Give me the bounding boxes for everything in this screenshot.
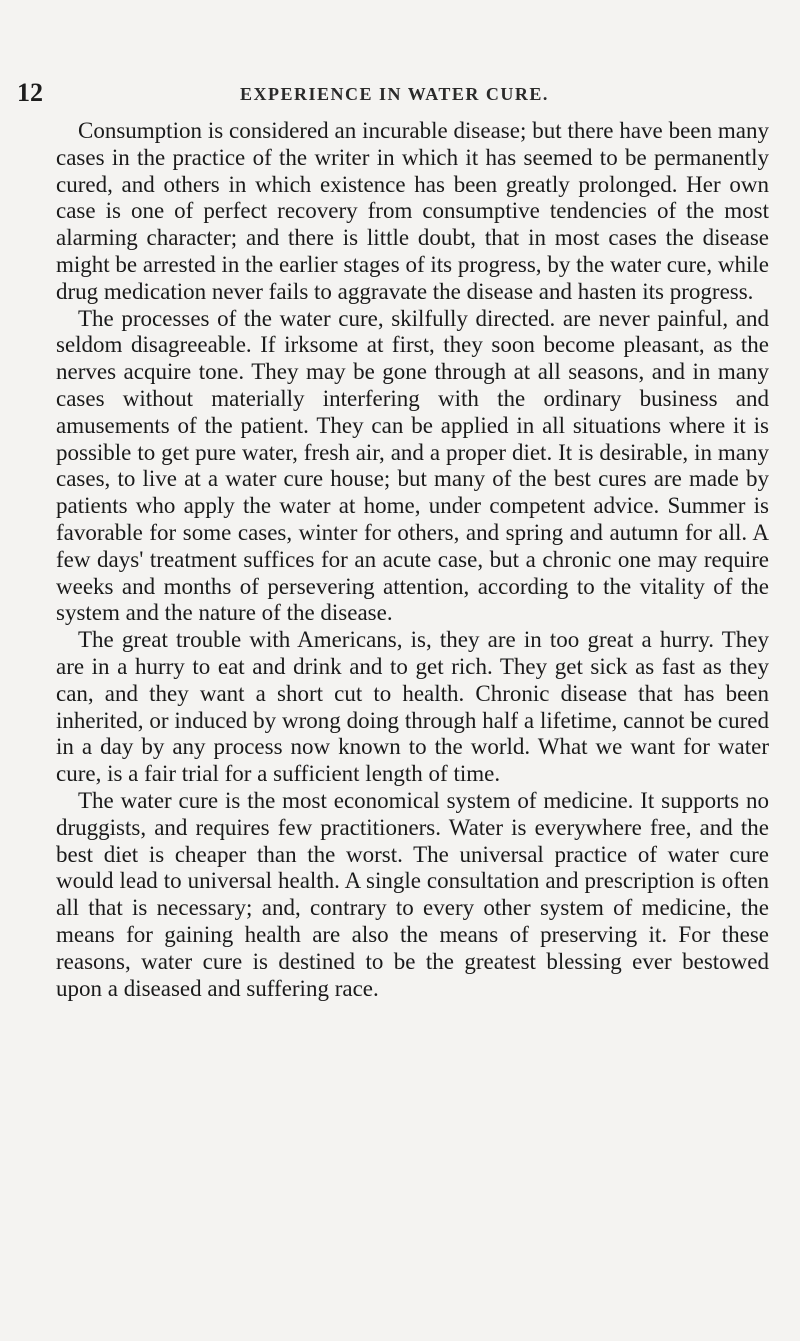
- paragraph-consumption: Consumption is considered an incurable disease; but there have been many cases in the practice of the writer in which it has seemed to be permanently cured, and others in which existence has been greatly prolonged. Her own case is one of perfect recovery from consumptive tendencies of the most alarming character; and there is little doubt, that in most cases the disease might be arrested in the earlier stages of its progress, by the water cure, while drug medication never fails to aggravate the disease and hasten its progress.: [56, 118, 769, 304]
- running-title: EXPERIENCE IN WATER CURE.: [240, 84, 549, 104]
- page-number: 12: [17, 78, 43, 107]
- paragraph-processes: The processes of the water cure, skilfully directed. are never painful, and seldom disagreeable. If irksome at first, they soon become pleasant, as the nerves acquire tone. They may be gone through at all seasons, and in many cases without materially interfering with the ordinary business and amusements of the patient. They can be applied in all situations where it is possible to get pure water, fresh air, and a proper diet. It is desirable, in many cases, to live at a water cure house; but many of the best cures are made by patients who apply the water at home, under competent advice. Summer is favorable for some cases, winter for others, and spring and autumn for all. A few days' treatment suffices for an acute case, but a chronic one may require weeks and months of persevering attention, according to the vitality of the system and the nature of the disease.: [56, 305, 769, 626]
- paragraph-americans: The great trouble with Americans, is, they are in too great a hurry. They are in a hurry to eat and drink and to get rich. They get sick as fast as they can, and they want a short cut to health. Chronic disease that has been inherited, or induced by wrong doing through half a lifetime, cannot be cured in a day by any process now known to the world. What we want for water cure, is a fair trial for a sufficient length of time.: [56, 627, 769, 787]
- body-text: [56, 118, 769, 1002]
- page-header: [0, 78, 800, 108]
- paragraph-economy: The water cure is the most economical system of medicine. It supports no druggists, and requires few practitioners. Water is everywhere free, and the best diet is cheaper than the worst. The universal practice of water cure would lead to universal health. A single consultation and prescription is often all that is necessary; and, contrary to every other system of medicine, the means for gaining health are also the means of preserving it. For these reasons, water cure is destined to be the greatest blessing ever bestowed upon a diseased and suffering race.: [56, 787, 769, 1001]
